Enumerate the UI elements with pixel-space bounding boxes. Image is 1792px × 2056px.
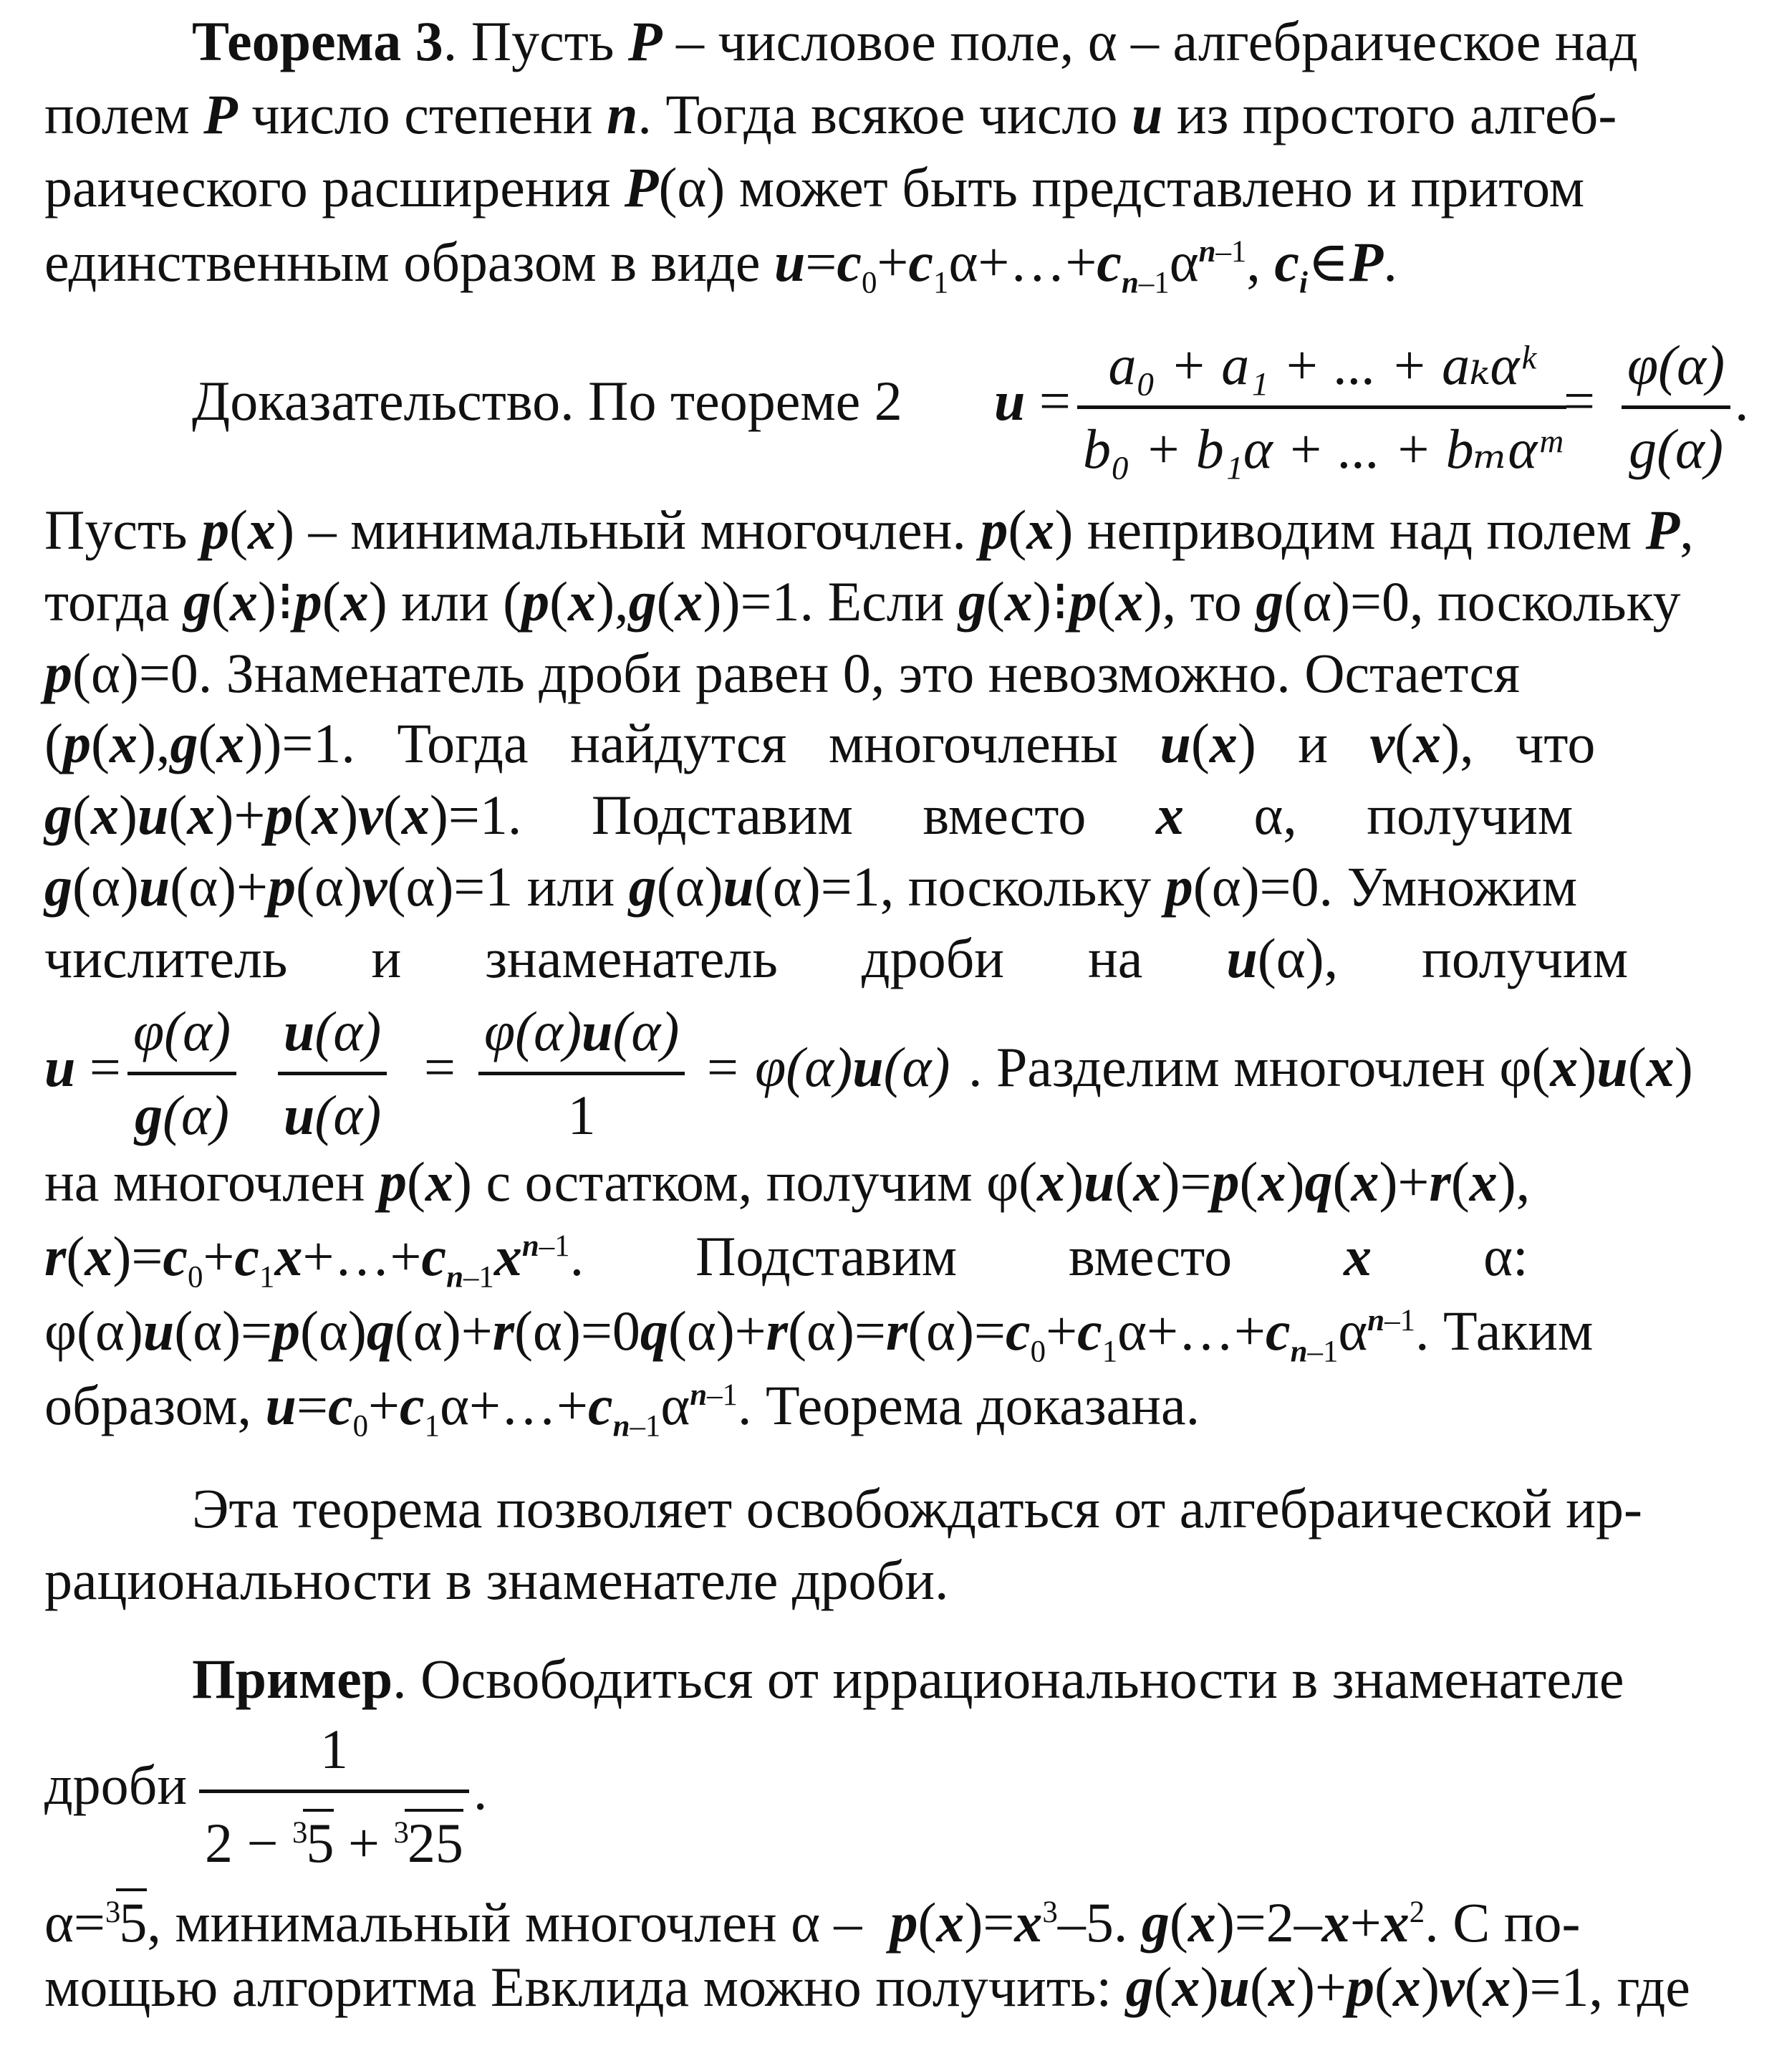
- proof-intro-text: Доказательство. По теореме 2: [192, 370, 902, 432]
- rhs-numerator: φ(α): [1622, 330, 1730, 409]
- example-frac-num: 1: [199, 1714, 469, 1793]
- eq-4: = φ(α)u(α): [703, 1036, 950, 1098]
- fraction-u-u: $\frac{u(\alpha)}{u(\alpha)}$: [274, 996, 391, 1151]
- rhs-denominator: g(α): [1629, 418, 1723, 480]
- rhs-fraction: $\frac{\varphi(\alpha)}{g(\alpha)}$ .: [1617, 330, 1749, 485]
- frac-line-tail: . Разделим многочлен φ(x)u(x): [968, 1036, 1693, 1098]
- example-frac-label: дроби: [44, 1754, 188, 1816]
- formula-denominator: b₀ + b₁α + ... + bₘαᵐ: [1083, 418, 1561, 480]
- example-fraction: $\frac{1}{2 - ^35 + ^325}$ .: [195, 1714, 487, 1879]
- formula-fraction: [1073, 330, 1571, 485]
- example-frac-den: 2 − $^3$5 + $^3$25: [199, 1793, 469, 1879]
- fraction-line: [44, 996, 1785, 1146]
- proof-intro-line: [192, 330, 1789, 480]
- fraction-phi-u: $\frac{\varphi(\alpha)u(\alpha)}{1}$: [474, 996, 689, 1151]
- u-eq-2: u =: [44, 1036, 121, 1098]
- u-equals: u =: [994, 370, 1071, 432]
- document-page: Теорема 3. Пусть P – числовое поле, α – алгебраическое над полем P число степени n. Тогда всякое число u из простого алгеб- раического расширения P(α) может быть представлено и притом единственным образом в виде $u=c_0+c_1\alpha+\dots+c_{n-1}\alpha^{n-1}$, $c_i\in P$. Доказательство. По теореме 2 u = $\frac{\text{a₀ + a₁ + ... + aₖαᵏ}}{\text{b₀ + b₁α + ... + bₘαᵐ}}$ = $\frac{\varphi(\alpha)}{g(\alpha)}$ . Пусть p(x) – минимальный многочлен. p(x) неприводим над полем P, тогда g(x)⁝p(x) или (p(x),g(x))=1. Если g(x)⁝p(x), то g(α)=0, поскольку p(α)=0. Знаменатель дроби равен 0, это невозможно. Остается (p(x),g(x))=1. Тогда найдутся многочлены u(x) и v(x), что g(x)u(x)+p(x)v(x)=1. Подставим вместо x α, получим g(α)u(α)+p(α)v(α)=1 или g(α)u(α)=1, поскольку p(α)=0. Умножим числитель и знаменатель дроби на u(α), получим u = $\frac{\varphi(\alpha)}{g(\alpha)}$ $\frac{u(\alpha)}{u(\alpha)}$ = $\frac{\varphi(\alpha)u(\alpha)}{1}$ = φ(α)u(α) . Разделим многочлен φ(x)u(x) на многочлен p(x) с остатком, получим φ(x)u(x)=p(x)q(x)+r(x), $r(x)=c_0+c_1x+\dots+c_{n-1}x^{n-1}$. Подставим вместо x α: $\varphi(\alpha)u(\alpha)=p(\alpha)q(\alpha)+r(\alpha)=0q(\alpha)+r(\alpha)=r(\alpha)=c_0+c_1\alpha+\dots+c_{n-1}\alpha^{n-1}$. Таким образом, $u=c_0+c_1\alpha+\dots+c_{n-1}\alpha^{n-1}$. Теорема доказана. Эта теорема позволяет освобождаться от алгебраической ир- рациональности в знаменателе дроби. Пример. Освободиться от иррациональности в знаменателе дроби $\frac{1}{2 - ^35 + ^325}$ . α=$^3$5, минимальный многочлен $\alpha - p(x)=x^3-5$. $g(x)=2-x+x^2$. С по- мощью алгоритма Евклида можно получить: g(x)u(x)+p(x)v(x)=1, где: [0, 0, 1792, 2056]
- eq-3: =: [424, 1036, 456, 1098]
- equals-sign: =: [1564, 370, 1595, 432]
- formula-numerator: a₀ + a₁ + ... + aₖαᵏ: [1077, 330, 1566, 409]
- example-fraction-line: [44, 1714, 761, 1874]
- fraction-phi-g: $\frac{\varphi(\alpha)}{g(\alpha)}$: [123, 996, 241, 1151]
